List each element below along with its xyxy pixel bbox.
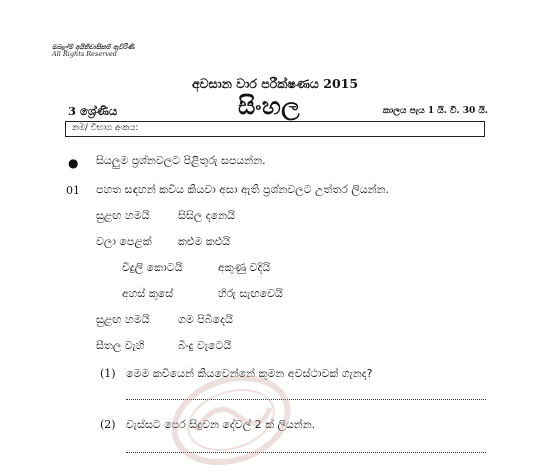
rights-english: All Rights Reserved	[52, 50, 117, 58]
poem-line-part: සුළඟ හමයි	[96, 313, 150, 326]
watermark-seal-icon	[166, 368, 296, 468]
subquestion-number: (1)	[100, 367, 116, 380]
poem-line-part: හිරු සැඟවෙයි	[218, 287, 283, 300]
subquestion-number: (2)	[100, 418, 116, 431]
poem-line-part: බිංදු වැටෙයි	[178, 339, 232, 352]
poem-line-part: කළුම කළුයි	[178, 235, 231, 248]
poem-line-part: වලා පෙළක්	[96, 235, 152, 248]
subject-title: සිංහල	[238, 91, 301, 120]
poem-line-part: අහස් කුසේ	[122, 287, 174, 300]
subquestion-text: මෙම කවියෙන් කියවෙන්නේ කුමන අවස්ථාවක් ගැනද?	[126, 367, 373, 380]
poem-line-part: සුළඟ හමයි	[96, 209, 150, 222]
subquestion-text: වැස්සට පෙර සිදුවන දේවල් 2 ක් ලියන්න.	[126, 418, 316, 431]
poem-line-part: සීතල වැහි	[96, 339, 145, 352]
question-text: පහත සඳහන් කවිය කියවා අසා ඇති ප්‍රශ්නවලට උත්තර ලියන්න.	[96, 183, 390, 196]
rights-sinhala: ඔබෑල්ම් අයිතිවාසිකම් ඇවිරිණි	[52, 43, 135, 51]
time-allowed: කාලය පැය 1 යි. වි. 30 යි.	[382, 106, 488, 116]
question-number: 01	[66, 184, 80, 197]
poem-line-part: ගම පිබිදෙයි	[178, 313, 233, 326]
name-index-field[interactable]	[65, 121, 485, 137]
poem-line-part: සිසිල දනෙයි	[178, 209, 235, 222]
name-index-label: නම/ විභාග අංකය:	[72, 123, 139, 133]
general-instruction: සියලුම ප්‍රශ්නවලට පිළිතුරු සපයන්න.	[96, 154, 266, 167]
bullet-icon: ●	[68, 156, 79, 170]
poem-line-part: විදුලි කොටයි	[122, 261, 183, 274]
poem-line-part: අකුණු වදියි	[218, 261, 271, 274]
grade-label: 3 ශ්‍රේණිය	[68, 104, 118, 118]
rights-notice	[52, 44, 134, 58]
exam-title: අවසාන වාර පරීක්ෂණය 2015	[191, 76, 359, 91]
